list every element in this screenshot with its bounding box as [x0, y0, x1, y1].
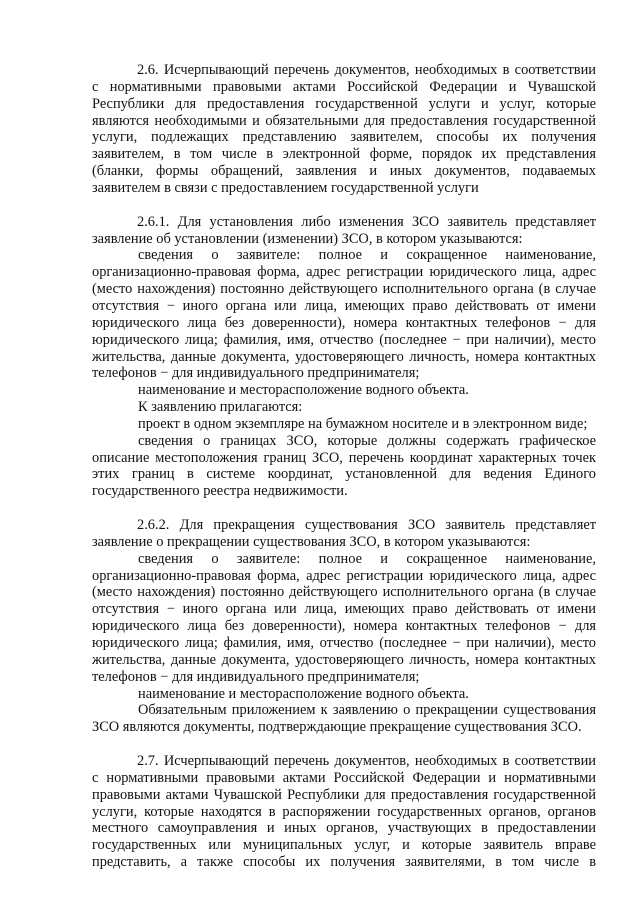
- document-body: [92, 62, 596, 871]
- section-2-6-1-project-copy: проект в одном экземпляре на бумажном носителе и в электронном виде;: [138, 415, 588, 432]
- section-2-6-paragraph: 2.6. Исчерпывающий перечень документов, необходимых в соответствии с нормативными правовыми актами Российской Федерации и Чувашской Республики для предоставления государственной услуги и услуг, которые являются необходимыми и обязательными для предоставления государственной услуги, подлежащих представлению заявителем, способы их получения заявителем, в том числе в электронной форме, порядок их представления (бланки, формы обращений, заявления и иных документов, подаваемых заявителем в связи с предоставлением государственной услуги: [92, 62, 596, 196]
- section-2-6-1-attachments-heading: К заявлению прилагаются:: [138, 399, 303, 416]
- section-2-6-1-applicant-info: сведения о заявителе: полное и сокращенное наименование, организационно-правовая форма, адрес регистрации юридического лица, адрес (место нахождения) постоянно действующего исполнительного органа (в случае отсутствия − иного органа или лица, имеющих право действовать от имени юридического лица без доверенности), номера контактных телефонов − для юридического лица; фамилия, имя, отчество (последнее − при наличии), место жительства, данные документа, удостоверяющего личность, номера контактных телефонов − для индивидуального предпринимателя;: [92, 247, 596, 382]
- section-2-6-1-paragraph: 2.6.1. Для установления либо изменения ЗСО заявитель представляет заявление об установлении (изменении) ЗСО, в котором указываются:: [92, 213, 596, 247]
- section-2-7-paragraph: 2.7. Исчерпывающий перечень документов, необходимых в соответствии с нормативными правовыми актами Российской Федерации и нормативными правовыми актами Чувашской Республики для предоставления государственной услуги, которые находятся в распоряжении государственных органов, органов местного самоуправления и иных органов, участвующих в предоставлении государственных или муниципальных услуг, и которые заявитель вправе представить, а также способы их получения заявителями, в том числе в: [92, 753, 596, 871]
- section-2-6-1-water-object: наименование и месторасположение водного объекта.: [138, 382, 469, 399]
- section-2-6-2-water-object: наименование и месторасположение водного объекта.: [138, 685, 469, 702]
- section-2-6-1-borders-info: сведения о границах ЗСО, которые должны содержать графическое описание местоположения границ ЗСО, перечень координат характерных точек этих границ в системе координат, установленной для ведения Единого государственного реестра недвижимости.: [92, 432, 596, 500]
- section-2-6-2-paragraph: 2.6.2. Для прекращения существования ЗСО заявитель представляет заявление о прекращении существования ЗСО, в котором указываются:: [92, 517, 596, 550]
- section-2-6-2-applicant-info: сведения о заявителе: полное и сокращенное наименование, организационно-правовая форма, адрес регистрации юридического лица, адрес (место нахождения) постоянно действующего исполнительного органа (в случае отсутствия − иного органа или лица, имеющих право действовать от имени юридического лица без доверенности), номера контактных телефонов − для юридического лица; фамилия, имя, отчество (последнее − при наличии), место жительства, данные документа, удостоверяющего личность, номера контактных телефонов − для индивидуального предпринимателя;: [92, 550, 596, 685]
- section-2-6-2-mandatory-attachment: Обязательным приложением к заявлению о прекращении существования ЗСО являются документы, подтверждающие прекращение существования ЗСО.: [92, 702, 596, 736]
